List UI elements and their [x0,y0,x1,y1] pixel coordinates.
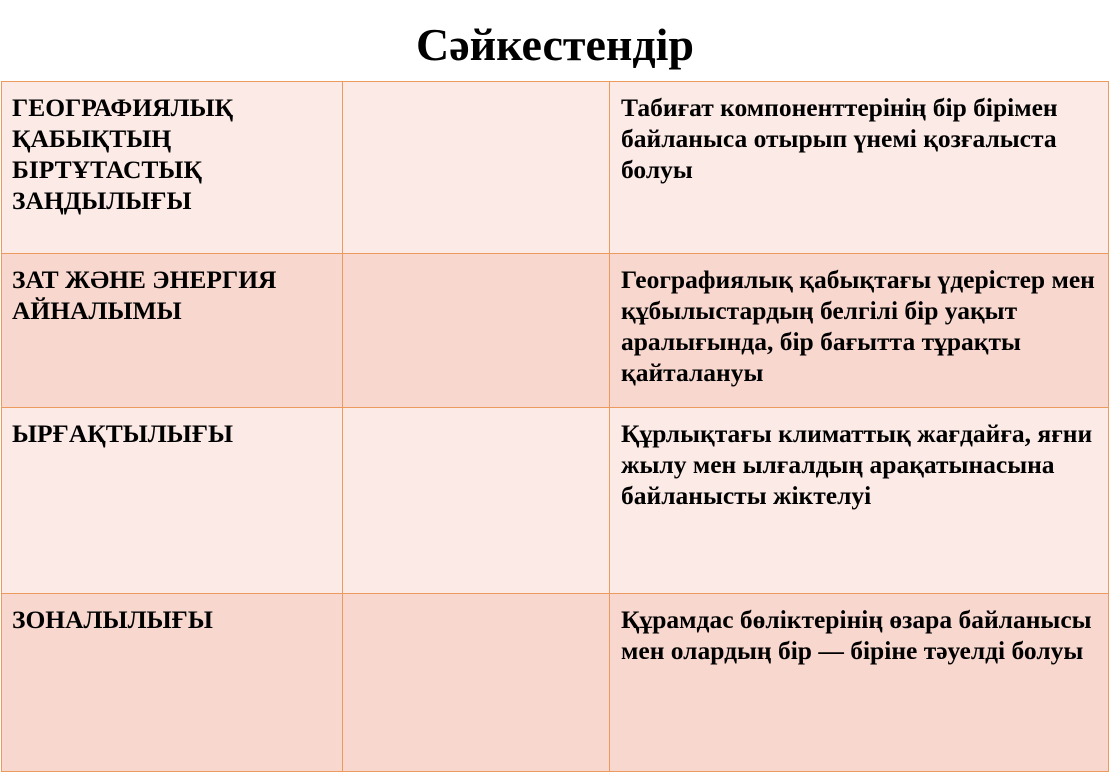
answer-cell[interactable] [343,594,610,772]
table-row [2,594,1109,772]
definition-cell: Құрлықтағы климаттық жағдайға, яғни жылу мен ылғалдың арақатынасына байланысты жіктелуі [610,408,1109,594]
answer-cell[interactable] [343,408,610,594]
matching-table [1,81,1109,772]
term-cell: ЗОНАЛЫЛЫҒЫ [2,594,343,772]
term-cell: ЗАТ ЖӘНЕ ЭНЕРГИЯ АЙНАЛЫМЫ [2,254,343,408]
table-row [2,254,1109,408]
definition-cell: Табиғат компоненттерінің бір бірімен байланыса отырып үнемі қозғалыста болуы [610,82,1109,254]
term-cell: ЫРҒАҚТЫЛЫҒЫ [2,408,343,594]
slide-title: Сәйкестендір [415,19,695,70]
table-row [2,408,1109,594]
answer-cell[interactable] [343,82,610,254]
answer-cell[interactable] [343,254,610,408]
definition-cell: Географиялық қабықтағы үдерістер мен құбылыстардың белгілі бір уақыт аралығында, бір бағытта тұрақты қайталануы [610,254,1109,408]
term-cell: ГЕОГРАФИЯЛЫҚ ҚАБЫҚТЫҢ БІРТҰТАСТЫҚ ЗАҢДЫЛЫҒЫ [2,82,343,254]
definition-cell: Құрамдас бөліктерінің өзара байланысы мен олардың бір — біріне тәуелді болуы [610,594,1109,772]
table-row [2,82,1109,254]
